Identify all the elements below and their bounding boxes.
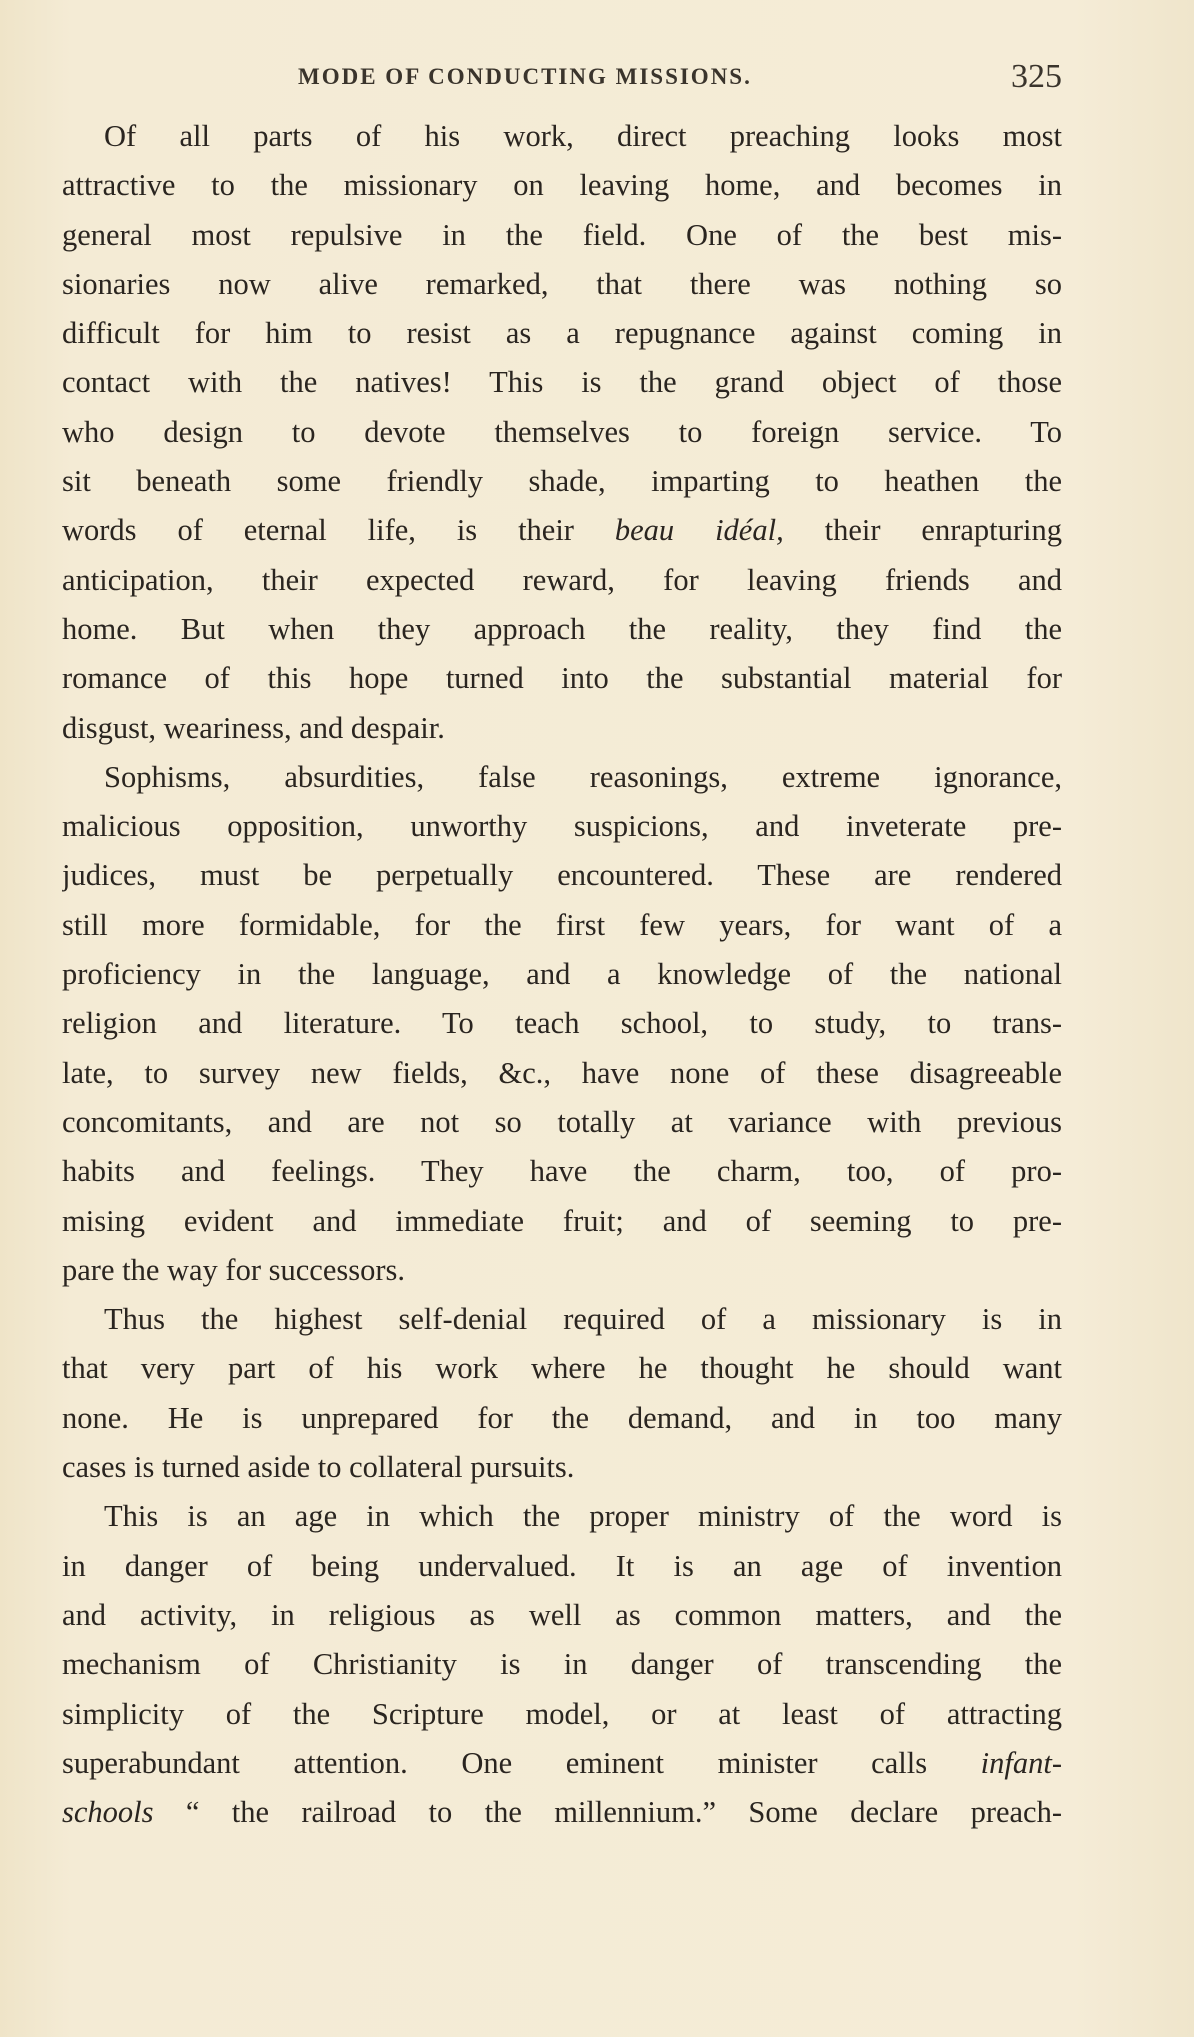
text-line: general most repulsive in the field. One of the best mis- xyxy=(62,217,1062,252)
text-run: words of eternal life, is their xyxy=(62,513,615,548)
paragraph xyxy=(62,753,1062,1295)
text-line: mising evident and immediate fruit; and of seeming to pre- xyxy=(62,1203,1062,1238)
paragraph xyxy=(62,1492,1062,1837)
paragraph xyxy=(62,112,1062,753)
text-line: anticipation, their expected reward, for leaving friends and xyxy=(62,562,1062,597)
italic-phrase: infant- xyxy=(980,1745,1062,1780)
text-line: difficult for him to resist as a repugnance against coming in xyxy=(62,316,1062,351)
text-line: sionaries now alive remarked, that there was nothing so xyxy=(62,266,1062,301)
text-line: judices, must be perpetually encountered. These are rendered xyxy=(62,858,1062,893)
text-line: romance of this hope turned into the substantial material for xyxy=(62,661,1062,696)
text-line: that very part of his work where he thought he should want xyxy=(62,1351,1062,1386)
italic-phrase: beau idéal, xyxy=(614,513,784,548)
text-line: attractive to the missionary on leaving home, and becomes in xyxy=(62,168,1062,203)
text-line: mechanism of Christianity is in danger of transcending the xyxy=(62,1647,1062,1682)
text-line: Thus the highest self-denial required of a missionary is in xyxy=(104,1302,1062,1337)
italic-phrase: schools xyxy=(62,1795,154,1830)
text-run: “ the railroad to the millennium.” Some declare preach- xyxy=(153,1795,1062,1830)
text-line: disgust, weariness, and despair. xyxy=(62,710,445,745)
text-line: pare the way for successors. xyxy=(62,1252,405,1287)
running-head: MODE OF CONDUCTING MISSIONS. xyxy=(298,64,752,89)
text-line: malicious opposition, unworthy suspicions, and inveterate pre- xyxy=(62,809,1062,844)
text-line: late, to survey new fields, &c., have none of these disagreeable xyxy=(62,1055,1062,1090)
text-line: and activity, in religious as well as common matters, and the xyxy=(62,1597,1062,1632)
text-line: in danger of being undervalued. It is an age of invention xyxy=(62,1548,1062,1583)
text-line: cases is turned aside to collateral pursuits. xyxy=(62,1450,575,1485)
text-line: contact with the natives! This is the grand object of those xyxy=(62,365,1062,400)
text-line xyxy=(62,1788,1062,1837)
body-text xyxy=(62,112,1062,1837)
text-line: Of all parts of his work, direct preaching looks most xyxy=(104,119,1062,153)
text-run: superabundant attention. One eminent minister calls xyxy=(62,1745,981,1780)
text-line: still more formidable, for the first few years, for want of a xyxy=(62,907,1062,942)
page-header xyxy=(62,58,1062,108)
text-line xyxy=(62,1739,1062,1788)
text-line: who design to devote themselves to foreign service. To xyxy=(62,414,1062,449)
text-line: home. But when they approach the reality, they find the xyxy=(62,611,1062,646)
text-line: habits and feelings. They have the charm, too, of pro- xyxy=(62,1154,1062,1189)
text-line: This is an age in which the proper ministry of the word is xyxy=(104,1499,1062,1534)
paragraph xyxy=(62,1295,1062,1492)
text-run: their enrapturing xyxy=(783,513,1062,548)
text-line: sit beneath some friendly shade, imparting to heathen the xyxy=(62,464,1062,499)
text-line: none. He is unprepared for the demand, and in too many xyxy=(62,1400,1062,1435)
text-line: concomitants, and are not so totally at variance with previous xyxy=(62,1104,1062,1139)
text-line: proficiency in the language, and a knowledge of the national xyxy=(62,957,1062,992)
text-line xyxy=(62,506,1062,555)
text-line: simplicity of the Scripture model, or at least of attracting xyxy=(62,1696,1062,1731)
text-line: Sophisms, absurdities, false reasonings, extreme ignorance, xyxy=(104,759,1062,794)
text-line: religion and literature. To teach school, to study, to trans- xyxy=(62,1006,1062,1041)
page-number: 325 xyxy=(1011,58,1062,95)
